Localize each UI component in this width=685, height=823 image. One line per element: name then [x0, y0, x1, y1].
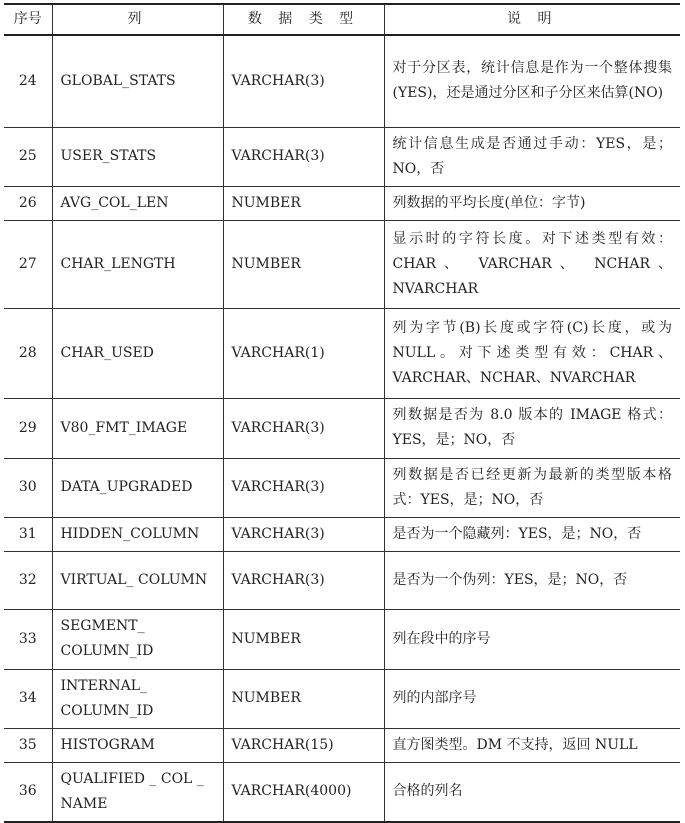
row-description: 列数据的平均长度(单位：字节) [384, 186, 680, 220]
table-row [4, 728, 680, 762]
row-column: GLOBAL_STATS [52, 35, 223, 127]
row-type: VARCHAR(4000) [223, 762, 384, 822]
header-description: 说 明 [384, 4, 680, 35]
table-row [4, 669, 680, 728]
row-type: NUMBER [223, 669, 384, 728]
table-row [4, 517, 680, 551]
header-index: 序号 [4, 4, 52, 35]
row-index: 26 [4, 186, 52, 220]
row-column: CHAR_LENGTH [52, 220, 223, 308]
table-row [4, 308, 680, 398]
row-index: 32 [4, 551, 52, 609]
row-index: 35 [4, 728, 52, 762]
row-type: NUMBER [223, 220, 384, 308]
row-description: 列的内部序号 [384, 669, 680, 728]
row-description: 合格的列名 [384, 762, 680, 822]
table-row [4, 609, 680, 669]
row-index: 25 [4, 127, 52, 186]
row-type: VARCHAR(3) [223, 517, 384, 551]
row-description: 显示时的字符长度。对下述类型有效：CHAR、 VARCHAR、 NCHAR、NVARCHAR [384, 220, 680, 308]
row-index: 30 [4, 458, 52, 517]
row-index: 31 [4, 517, 52, 551]
row-type: VARCHAR(3) [223, 35, 384, 127]
row-column: AVG_COL_LEN [52, 186, 223, 220]
table-row [4, 458, 680, 517]
table-row [4, 762, 680, 822]
row-index: 36 [4, 762, 52, 822]
row-index: 28 [4, 308, 52, 398]
row-description: 统计信息生成是否通过手动：YES，是；NO，否 [384, 127, 680, 186]
table-row [4, 398, 680, 458]
header-type: 数 据 类 型 [223, 4, 384, 35]
table-row [4, 127, 680, 186]
row-type: VARCHAR(3) [223, 398, 384, 458]
row-index: 34 [4, 669, 52, 728]
row-description: 列为字节(B)长度或字符(C)长度，或为NULL。对下述类型有效：CHAR、VARCHAR、NCHAR、NVARCHAR [384, 308, 680, 398]
table-row [4, 220, 680, 308]
header-row [4, 4, 680, 35]
row-column: SEGMENT_ COLUMN_ID [52, 609, 223, 669]
row-description: 直方图类型。DM 不支持，返回 NULL [384, 728, 680, 762]
row-column: QUALIFIED _ COL _ NAME [52, 762, 223, 822]
row-description: 列数据是否为 8.0 版本的 IMAGE 格式：YES，是；NO，否 [384, 398, 680, 458]
row-description: 是否为一个伪列：YES，是；NO，否 [384, 551, 680, 609]
row-index: 29 [4, 398, 52, 458]
column-info-table [4, 3, 680, 823]
row-column: VIRTUAL_ COLUMN [52, 551, 223, 609]
row-index: 24 [4, 35, 52, 127]
row-column: INTERNAL_ COLUMN_ID [52, 669, 223, 728]
row-column: DATA_UPGRADED [52, 458, 223, 517]
row-type: VARCHAR(3) [223, 127, 384, 186]
row-column: HIDDEN_COLUMN [52, 517, 223, 551]
row-description: 列数据是否已经更新为最新的类型版本格式：YES，是；NO，否 [384, 458, 680, 517]
row-description: 列在段中的序号 [384, 609, 680, 669]
row-column: USER_STATS [52, 127, 223, 186]
table-row [4, 35, 680, 127]
row-type: NUMBER [223, 609, 384, 669]
row-type: NUMBER [223, 186, 384, 220]
table-row [4, 186, 680, 220]
row-description: 是否为一个隐藏列：YES，是；NO，否 [384, 517, 680, 551]
row-type: VARCHAR(3) [223, 458, 384, 517]
header-column: 列 [52, 4, 223, 35]
row-type: VARCHAR(1) [223, 308, 384, 398]
row-column: HISTOGRAM [52, 728, 223, 762]
row-type: VARCHAR(3) [223, 551, 384, 609]
row-column: CHAR_USED [52, 308, 223, 398]
row-type: VARCHAR(15) [223, 728, 384, 762]
table-row [4, 551, 680, 609]
row-index: 27 [4, 220, 52, 308]
row-description: 对于分区表，统计信息是作为一个整体搜集(YES)，还是通过分区和子分区来估算(NO) [384, 35, 680, 127]
row-column: V80_FMT_IMAGE [52, 398, 223, 458]
row-index: 33 [4, 609, 52, 669]
